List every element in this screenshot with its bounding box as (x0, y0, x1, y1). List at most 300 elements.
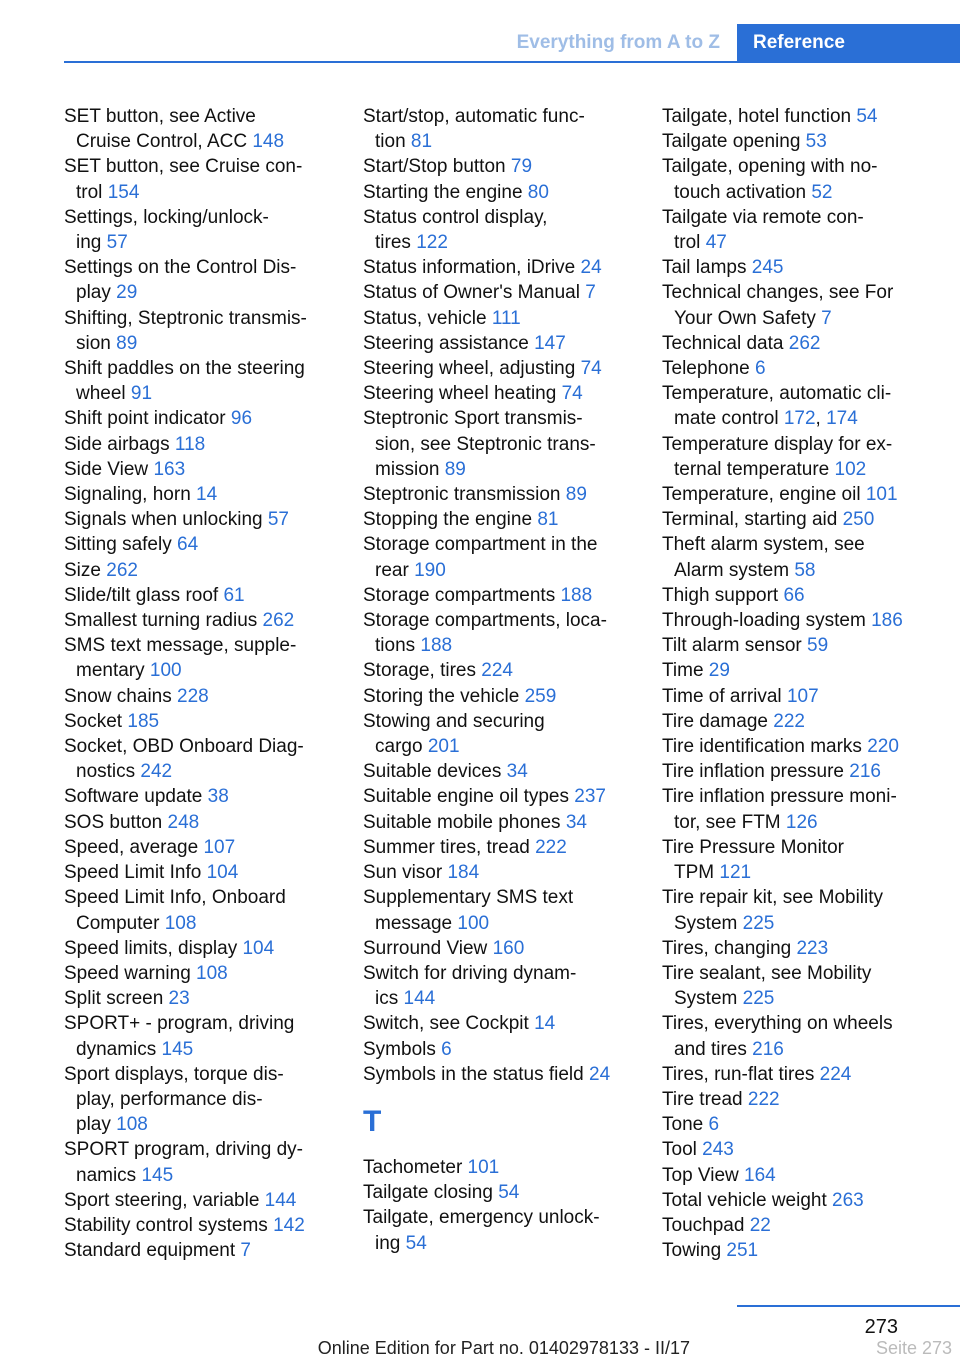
index-entry-text: Status of Owner's Manual (363, 282, 586, 304)
index-entry (64, 154, 332, 204)
index-entry (662, 104, 954, 129)
index-entry-text: Speed, average (64, 836, 204, 858)
index-entry-text: ics (375, 988, 404, 1010)
page-link[interactable]: 201 (427, 736, 460, 758)
page-link[interactable]: 148 (252, 131, 285, 153)
index-entry (662, 280, 954, 330)
index-entry-text: Technical data (662, 332, 789, 354)
page-link[interactable]: 224 (819, 1063, 852, 1085)
index-entry-text: play, performance dis- (76, 1088, 263, 1110)
page-link[interactable]: 242 (140, 761, 173, 783)
page-link[interactable]: 154 (107, 181, 140, 203)
page-link[interactable]: 29 (116, 282, 138, 304)
index-entry-text: Telephone (662, 358, 755, 380)
index-entry (64, 835, 332, 860)
index-column-2 (363, 104, 631, 1256)
page-link[interactable]: 108 (164, 912, 197, 934)
index-entry (64, 104, 332, 154)
index-entry-text: rear (375, 559, 415, 581)
page-link[interactable]: 108 (196, 962, 228, 984)
index-entry-text: Slide/tilt glass roof (64, 584, 224, 606)
index-entry-text: Switch, see Cockpit (363, 1013, 535, 1035)
index-entry (662, 784, 954, 834)
index-entry-text: Smallest turning radius (64, 610, 263, 632)
page-link[interactable]: 172 (783, 408, 816, 430)
page-link[interactable]: 38 (207, 786, 229, 808)
index-entry-text: Storage compartments (363, 584, 561, 606)
page-link[interactable]: 174 (826, 408, 858, 430)
index-entry (363, 608, 631, 658)
index-entry (363, 532, 631, 582)
index-entry-text: SET button, see Active (64, 106, 256, 127)
page-link[interactable]: 79 (510, 156, 533, 178)
page-link[interactable]: 126 (785, 811, 818, 833)
index-entry-text: mentary (76, 660, 150, 682)
index-entry-text: Tire inflation pressure (662, 761, 850, 783)
page-link[interactable]: 81 (410, 131, 433, 153)
page-link[interactable]: 259 (524, 685, 557, 707)
index-entry-text: Start/stop, automatic func- (363, 106, 585, 127)
page-link[interactable]: 251 (726, 1240, 759, 1262)
index-entry-text: ternal temperature (674, 458, 835, 480)
index-entry-text: Stowing and securing (363, 710, 545, 732)
index-entry-text: Stability control systems (64, 1214, 274, 1236)
index-entry-text: Temperature, automatic cli- (662, 383, 892, 405)
index-entry (662, 356, 954, 381)
index-entry (64, 633, 332, 683)
index-entry-text: Tire sealant, see Mobility (662, 962, 872, 984)
index-entry (363, 306, 631, 331)
index-entry-text: Temperature, engine oil (662, 484, 866, 506)
page-link[interactable]: 118 (174, 433, 206, 455)
page-link[interactable]: 216 (849, 761, 881, 783)
index-entry (662, 1087, 954, 1112)
index-entry (363, 1180, 631, 1205)
index-entry-text: Tachometer (363, 1156, 468, 1178)
index-entry (662, 205, 954, 255)
page-link[interactable]: 61 (223, 584, 245, 606)
index-entry-text: play (76, 282, 117, 304)
index-entry-text: trol (674, 232, 706, 254)
index-entry (64, 1011, 332, 1061)
index-entry-text: Tire inflation pressure moni- (662, 786, 897, 808)
index-entry-text: Tires, changing (662, 937, 797, 959)
index-entry-text: Steering wheel heating (363, 383, 562, 405)
page-link[interactable]: 34 (506, 761, 528, 783)
page-link[interactable]: 89 (116, 332, 138, 354)
index-entry-text: Theft alarm system, see (662, 534, 865, 556)
index-entry-text: Tire tread (662, 1088, 748, 1110)
index-entry-text: Speed limits, display (64, 937, 243, 959)
index-entry-text: Tail lamps (662, 257, 752, 279)
index-entry (662, 885, 954, 935)
page-link[interactable]: 144 (264, 1189, 297, 1211)
index-entry-text: ing (375, 1232, 406, 1254)
page-link[interactable]: 121 (719, 862, 752, 884)
index-entry-text: mission (375, 458, 445, 480)
page-link[interactable]: 160 (492, 937, 525, 959)
index-entry (64, 784, 332, 809)
index-entry-text: System (674, 988, 743, 1010)
index-entry-text: message (375, 912, 458, 934)
index-entry (363, 154, 631, 179)
index-entry-text: Signaling, horn (64, 484, 197, 506)
page-link[interactable]: 14 (534, 1013, 556, 1035)
index-entry-text: Starting the engine (363, 181, 528, 203)
page-link[interactable]: 145 (161, 1038, 194, 1060)
index-entry-text: Speed Limit Info (64, 862, 207, 884)
index-entry (662, 658, 954, 683)
page-link[interactable]: 96 (230, 408, 253, 430)
index-entry (662, 1011, 954, 1061)
page-link[interactable]: 52 (811, 181, 833, 203)
index-entry-text: Sport steering, variable (64, 1189, 265, 1211)
index-entry (363, 356, 631, 381)
page-link[interactable]: 243 (702, 1139, 734, 1161)
index-entry (363, 810, 631, 835)
index-entry-text: Shift point indicator (64, 408, 231, 430)
index-entry-text: Tire Pressure Monitor (662, 836, 844, 858)
index-entry (662, 835, 954, 885)
index-entry-text: sion (76, 332, 117, 354)
page-link[interactable]: 57 (106, 232, 128, 254)
index-entry (64, 986, 332, 1011)
index-entry-text: Your Own Safety (674, 307, 822, 329)
page-link[interactable]: 185 (127, 710, 160, 732)
page-link[interactable]: 225 (742, 988, 775, 1010)
index-entry (64, 961, 332, 986)
index-entry-text: Speed warning (64, 962, 197, 984)
index-entry-text: Tire damage (662, 710, 774, 732)
page-link[interactable]: 6 (441, 1038, 452, 1060)
index-entry-text: Alarm system (674, 559, 795, 581)
index-entry-text: Sun visor (363, 862, 448, 884)
page-link[interactable]: 245 (751, 257, 784, 279)
index-entry-text: and tires (674, 1038, 753, 1060)
index-entry-text: cargo (375, 736, 428, 758)
index-entry (64, 255, 332, 305)
index-entry-text: Steptronic Sport transmis- (363, 408, 583, 430)
page-link[interactable]: 223 (796, 937, 829, 959)
header-section-title: Everything from A to Z (516, 32, 720, 53)
index-entry (662, 129, 954, 154)
index-entry (363, 180, 631, 205)
page-link[interactable]: 100 (457, 912, 490, 934)
index-entry-text: mate control (674, 408, 784, 430)
index-entry-text: tor, see FTM (674, 811, 786, 833)
index-entry (363, 583, 631, 608)
index-entry-text: Terminal, starting aid (662, 509, 843, 531)
index-entry-text: Standard equipment (64, 1240, 241, 1262)
index-entry-text: Size (64, 559, 107, 581)
page-link[interactable]: 237 (574, 786, 606, 808)
index-entry-text: SOS button (64, 811, 168, 833)
index-entry-text: Sitting safely (64, 534, 177, 556)
page-link[interactable]: 163 (153, 458, 186, 480)
index-entry (64, 608, 332, 633)
page-link[interactable]: 102 (834, 458, 867, 480)
index-entry (363, 205, 631, 255)
page-link[interactable]: 89 (565, 484, 587, 506)
page-link[interactable]: 91 (130, 383, 153, 405)
index-entry (64, 885, 332, 935)
index-entry (662, 608, 954, 633)
index-entry (662, 532, 954, 582)
page-link[interactable]: 74 (561, 383, 583, 405)
edition-note: Online Edition for Part no. 01402978133 - II/17 (317, 1338, 690, 1358)
page-link[interactable]: 224 (481, 660, 513, 682)
index-entry-text: Speed Limit Info, Onboard (64, 887, 286, 909)
page-link[interactable]: 47 (705, 232, 727, 254)
index-entry-text: Status control display, (363, 206, 548, 228)
index-entry-text: namics (76, 1164, 142, 1186)
index-entry-text: Side View (64, 458, 154, 480)
index-entry-text: touch activation (674, 181, 812, 203)
page-link[interactable]: 122 (416, 232, 448, 254)
index-column-3 (662, 104, 954, 1263)
index-entry-text: Summer tires, tread (363, 836, 536, 858)
page-link[interactable]: 101 (865, 484, 898, 506)
index-entry (662, 432, 954, 482)
page-link[interactable]: 228 (177, 685, 209, 707)
page-link[interactable]: 24 (580, 257, 602, 279)
index-entry (363, 104, 631, 154)
index-entry (363, 709, 631, 759)
index-entry (662, 759, 954, 784)
page-link[interactable]: 107 (786, 685, 819, 707)
index-entry (662, 1213, 954, 1238)
index-entry-text: Thigh support (662, 584, 784, 606)
index-entry-text: Suitable mobile phones (363, 811, 566, 833)
page-link[interactable]: 216 (752, 1038, 784, 1060)
page-link[interactable]: 222 (535, 836, 567, 858)
index-entry-text: Signals when unlocking (64, 509, 268, 531)
page-link[interactable]: 22 (749, 1214, 771, 1236)
index-entry (64, 1188, 332, 1213)
page-link[interactable]: 7 (821, 307, 832, 329)
page-link[interactable]: 7 (585, 282, 596, 304)
index-letter-heading: T (363, 1104, 382, 1138)
index-entry-text: TPM (674, 862, 720, 884)
index-entry (662, 1137, 954, 1162)
footer-rule (737, 1305, 960, 1307)
index-entry-text: Tires, everything on wheels (662, 1013, 893, 1035)
page-link[interactable]: 54 (498, 1182, 520, 1204)
index-entry (363, 658, 631, 683)
page-link[interactable]: 74 (580, 358, 602, 380)
index-entry (363, 1155, 631, 1180)
index-entry-text: System (674, 912, 743, 934)
index-entry (64, 860, 332, 885)
index-entry-text: tion (375, 131, 411, 153)
index-entry (64, 432, 332, 457)
page-link[interactable]: 111 (491, 307, 521, 329)
index-entry-text: Tool (662, 1139, 703, 1161)
page-link[interactable]: 222 (747, 1088, 780, 1110)
index-entry (662, 1112, 954, 1137)
index-entry-text: Storage compartment in the (363, 534, 598, 556)
page-link[interactable]: 6 (754, 358, 766, 380)
index-entry-text: Tailgate opening (662, 131, 806, 153)
index-entry-text: Sport displays, torque dis- (64, 1063, 284, 1085)
index-entry (363, 885, 631, 935)
index-entry-text: Socket, OBD Onboard Diag- (64, 736, 304, 758)
page-link[interactable]: 147 (534, 332, 566, 354)
page-link[interactable]: 262 (262, 610, 295, 632)
header-rule (64, 61, 960, 63)
index-entry (363, 961, 631, 1011)
index-entry (64, 583, 332, 608)
page-link[interactable]: 66 (783, 584, 805, 606)
index-entry (363, 684, 631, 709)
page-link[interactable]: 262 (788, 332, 821, 354)
page-link[interactable]: 188 (560, 584, 593, 606)
page-link[interactable]: 54 (405, 1232, 427, 1254)
page-link[interactable]: 29 (708, 660, 730, 682)
page-link[interactable]: 108 (116, 1114, 148, 1136)
index-entry (64, 810, 332, 835)
index-entry (662, 633, 954, 658)
index-entry: Temperature, automatic cli- mate control 172, 174 (662, 383, 892, 430)
index-entry-text: Computer (76, 912, 165, 934)
page-link[interactable]: 263 (832, 1189, 864, 1211)
page-link[interactable]: 104 (206, 862, 239, 884)
index-entry (64, 1137, 332, 1187)
page-link[interactable]: 107 (203, 836, 236, 858)
index-entry-text: Tailgate, emergency unlock- (363, 1207, 600, 1229)
index-entry-text: Settings on the Control Dis- (64, 257, 297, 279)
page-link[interactable]: 23 (168, 988, 190, 1010)
page-link[interactable]: 101 (467, 1156, 500, 1178)
index-entry-text: Settings, locking/unlock- (64, 206, 269, 228)
index-entry-text: Technical changes, see For (662, 282, 894, 304)
page-link[interactable]: 81 (537, 509, 559, 531)
page-link[interactable]: 250 (842, 509, 875, 531)
index-entry-text: Tilt alarm sensor (662, 635, 807, 657)
index-entry-text: SMS text message, supple- (64, 635, 297, 657)
page-link[interactable]: 14 (196, 484, 218, 506)
page-link[interactable]: 104 (242, 937, 275, 959)
page-number: 273 (864, 1316, 898, 1338)
header-tab-reference: Reference (737, 24, 960, 62)
index-entry-text: Storing the vehicle (363, 685, 525, 707)
index-entry-text: Status, vehicle (363, 307, 492, 329)
index-entry-text: nostics (76, 761, 141, 783)
page-link[interactable]: 57 (267, 509, 289, 531)
index-entry-text: ing (76, 232, 107, 254)
page-link[interactable]: 64 (177, 534, 199, 556)
index-entry-text: Tailgate, opening with no- (662, 156, 878, 178)
index-entry-text: SET button, see Cruise con- (64, 156, 303, 178)
index-entry-text: Storage, tires (363, 660, 482, 682)
page-link[interactable]: 59 (807, 635, 829, 657)
index-entry-text: Tailgate closing (363, 1182, 499, 1204)
index-entry (363, 507, 631, 532)
page-link[interactable]: 220 (867, 736, 899, 758)
index-entry-text: Side airbags (64, 433, 175, 455)
index-entry (662, 734, 954, 759)
page-link[interactable]: 144 (403, 988, 436, 1010)
page-link[interactable]: 100 (149, 660, 182, 682)
page-link[interactable]: 184 (447, 862, 480, 884)
page-link[interactable]: 58 (794, 559, 816, 581)
page-link[interactable]: 6 (708, 1114, 720, 1136)
index-entry-text: Split screen (64, 988, 169, 1010)
index-entry-text: Software update (64, 786, 208, 808)
watermark: Seite 273 (875, 1338, 952, 1358)
index-entry (363, 381, 631, 406)
index-entry (662, 154, 954, 204)
page-link[interactable]: 248 (167, 811, 200, 833)
index-entry (363, 835, 631, 860)
index-entry-text: tions (375, 635, 421, 657)
index-entry (64, 406, 332, 431)
index-entry-text: Symbols (363, 1038, 442, 1060)
page-link[interactable]: 164 (744, 1164, 776, 1186)
page-link[interactable]: 54 (856, 106, 878, 127)
index-entry-text: Switch for driving dynam- (363, 962, 577, 984)
page-link[interactable]: 145 (141, 1164, 174, 1186)
index-entry-text: trol (76, 181, 108, 203)
index-entry-text: Steptronic transmission (363, 484, 566, 506)
index-entry (662, 583, 954, 608)
index-entry-text: wheel (76, 383, 131, 405)
index-entry (662, 507, 954, 532)
page-link[interactable]: 225 (742, 912, 775, 934)
index-entry (662, 1238, 954, 1263)
index-entry-text: dynamics (76, 1038, 162, 1060)
index-entry-text: sion, see Steptronic trans- (375, 433, 596, 455)
index-entry (662, 936, 954, 961)
page-link[interactable]: 222 (773, 710, 805, 732)
page-link[interactable]: 262 (106, 559, 138, 581)
page-link[interactable]: 53 (805, 131, 827, 153)
page-link[interactable]: 80 (527, 181, 549, 203)
index-entry-text: tires (375, 232, 417, 254)
index-entry (64, 936, 332, 961)
page-link[interactable]: 34 (565, 811, 587, 833)
index-entry (363, 860, 631, 885)
page-link[interactable]: 186 (871, 610, 903, 632)
page-link[interactable]: 142 (273, 1214, 305, 1236)
index-entry-text: Steering wheel, adjusting (363, 358, 581, 380)
index-entry-text: Stopping the engine (363, 509, 538, 531)
index-entry-text: Snow chains (64, 685, 178, 707)
index-entry (662, 1188, 954, 1213)
index-entry-text: Start/Stop button (363, 156, 511, 178)
index-entry (363, 331, 631, 356)
index-entry-text: Total vehicle weight (662, 1189, 833, 1211)
index-entry-text: Surround View (363, 937, 493, 959)
index-entry-text: Steering assistance (363, 332, 535, 354)
index-entry (363, 1205, 631, 1255)
index-entry-text: Through-loading system (662, 610, 872, 632)
index-entry-text: SPORT program, driving dy- (64, 1139, 303, 1161)
page-link[interactable]: 188 (420, 635, 453, 657)
index-entry-text: Suitable devices (363, 761, 507, 783)
index-entry (363, 784, 631, 809)
index-entry-text: Tires, run-flat tires (662, 1063, 820, 1085)
index-entry (363, 280, 631, 305)
index-entry (363, 482, 631, 507)
page-link[interactable]: 7 (240, 1240, 251, 1262)
index-entry-text: Supplementary SMS text (363, 887, 574, 909)
page-link[interactable]: 24 (589, 1063, 611, 1085)
index-entry (662, 1062, 954, 1087)
page-link[interactable]: 89 (444, 458, 466, 480)
page-link[interactable]: 190 (414, 559, 446, 581)
index-entry (64, 709, 332, 734)
